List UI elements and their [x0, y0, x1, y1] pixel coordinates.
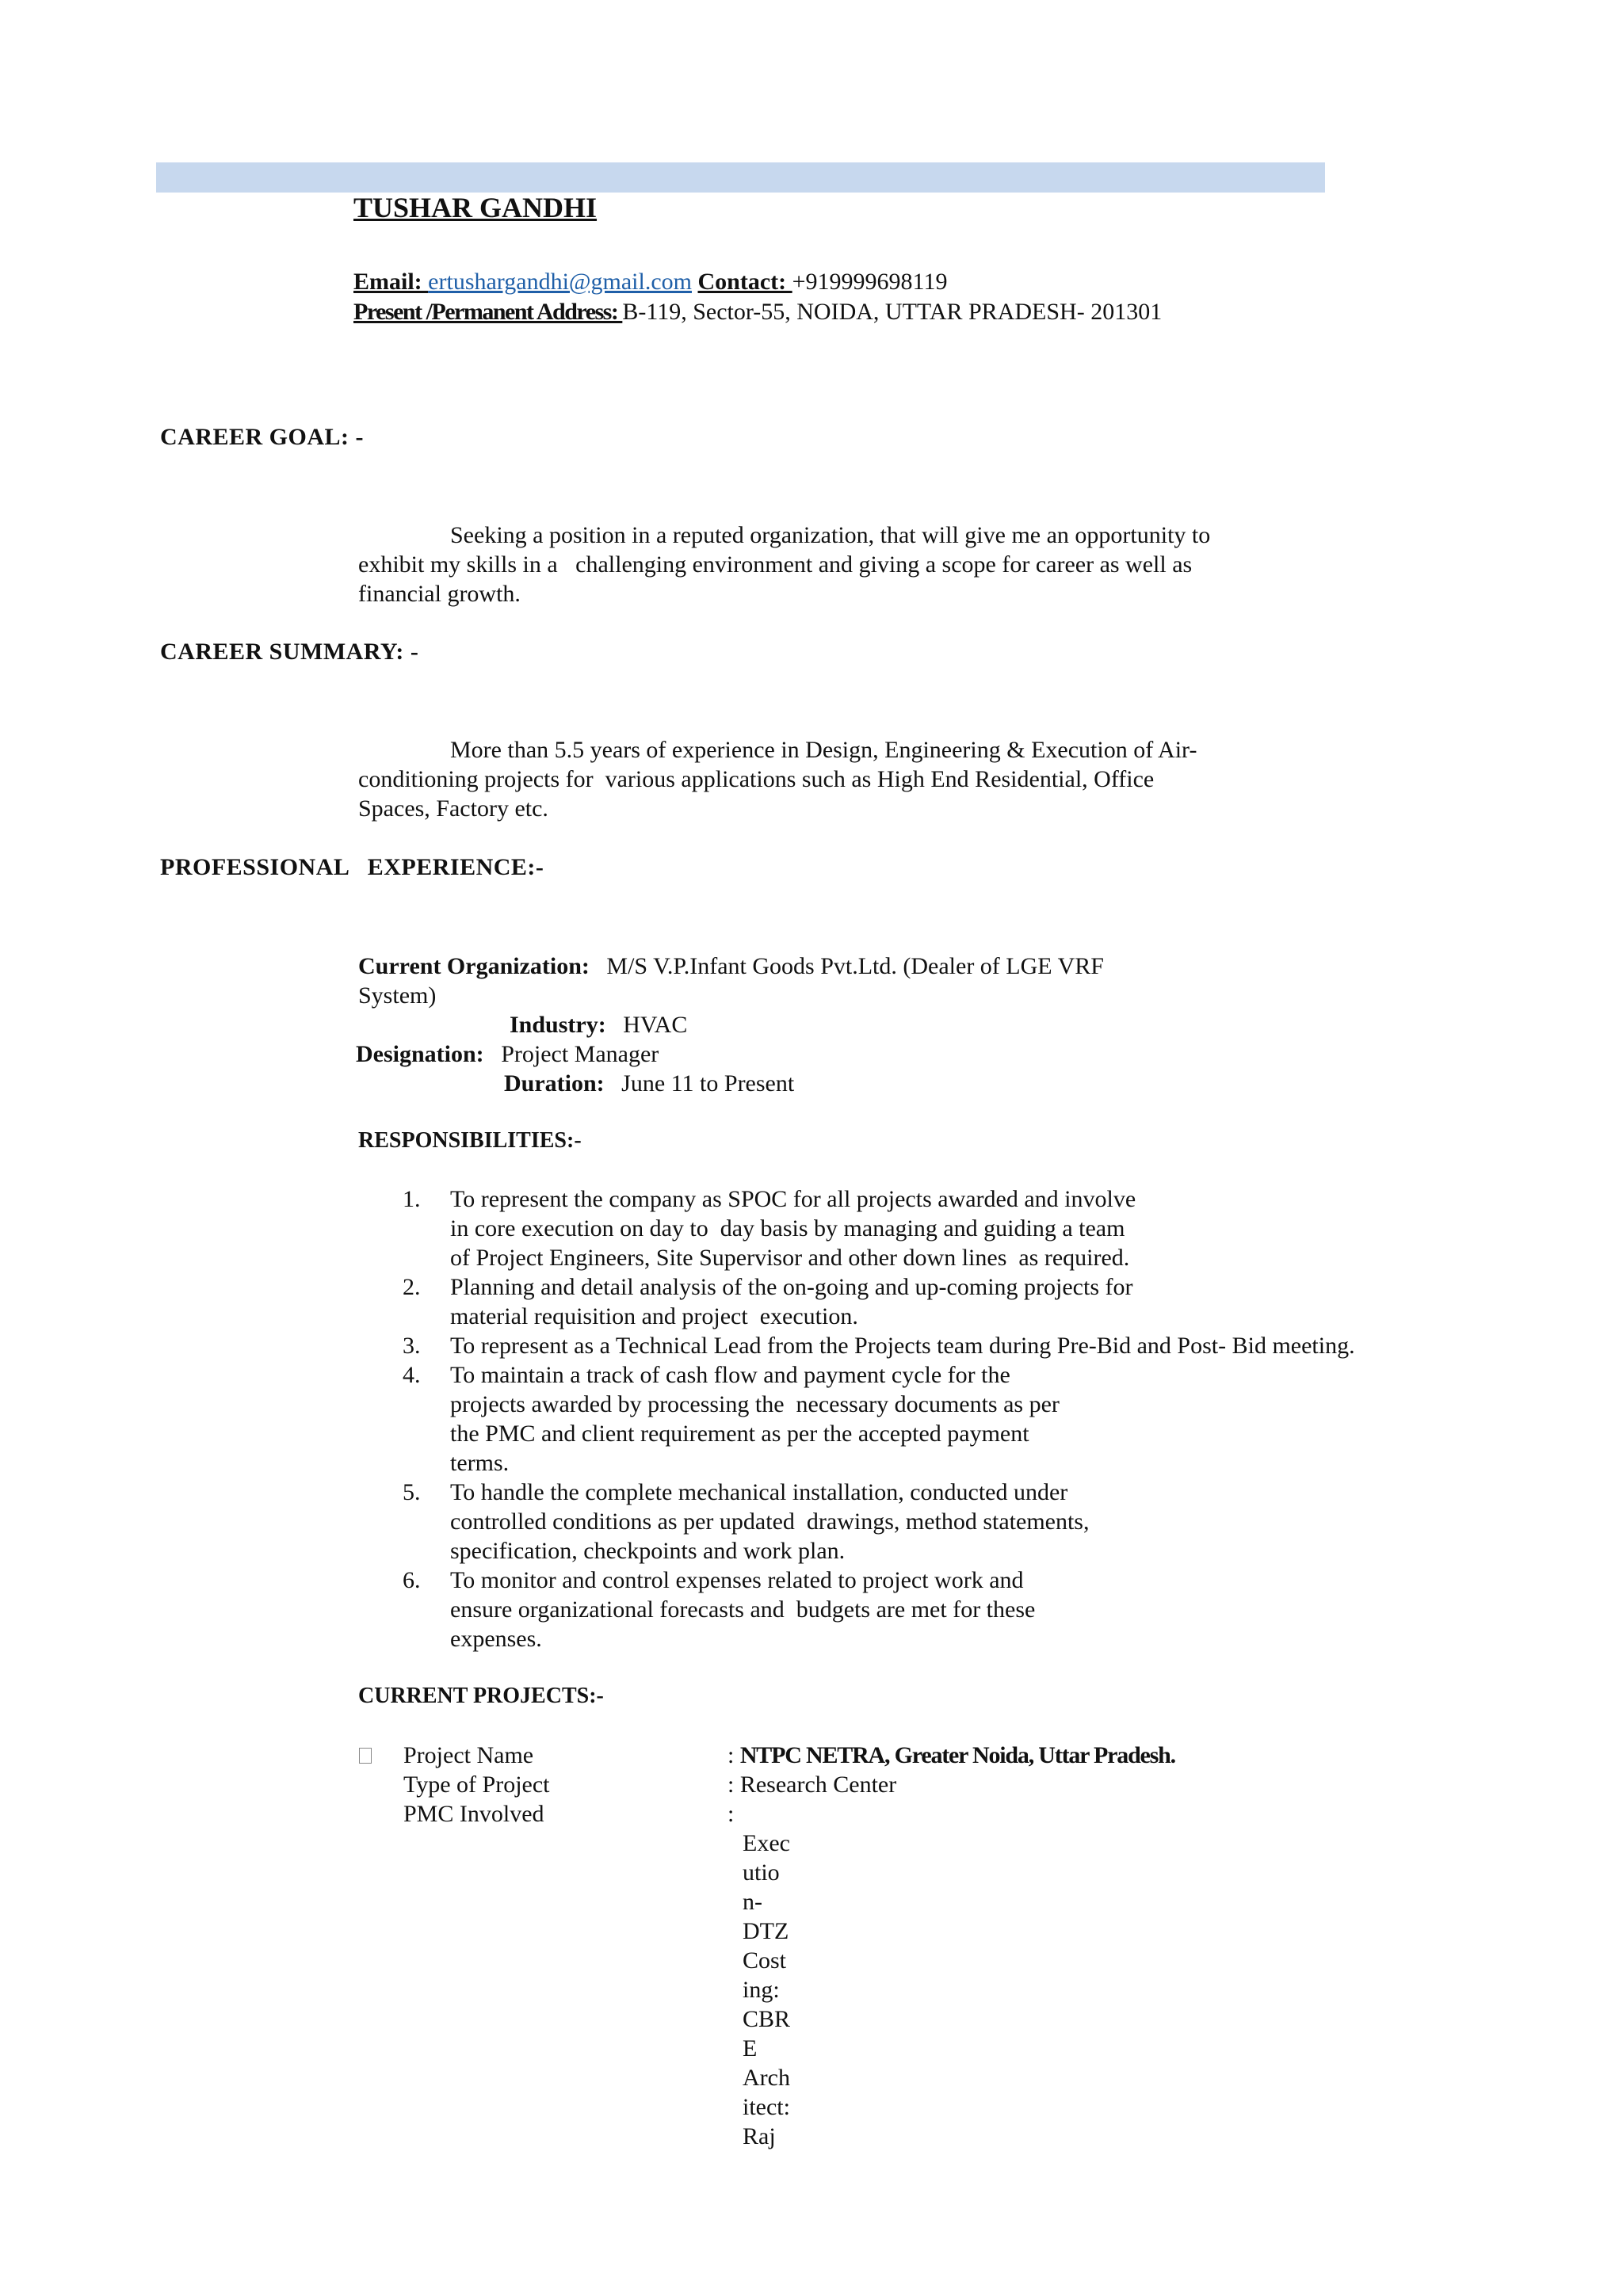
career-summary-line-3: Spaces, Factory etc. [358, 795, 548, 822]
industry-row [510, 1010, 687, 1039]
contact-label: Contact: [697, 269, 792, 295]
experience-heading: PROFESSIONAL EXPERIENCE:- [160, 854, 544, 880]
candidate-name: TUSHAR GANDHI [353, 192, 598, 223]
pmc-value-chunk: Arch [743, 2065, 790, 2091]
designation-row [356, 1039, 659, 1069]
org-value-cont: System) [358, 982, 437, 1009]
pmc-value-chunk: Cost [743, 1947, 787, 1974]
contact-line [353, 267, 947, 296]
project-name-value: NTPC NETRA, Greater Noida, Uttar Pradesh. [739, 1742, 1175, 1768]
designation-label: Designation: [356, 1041, 484, 1067]
pmc-value-chunk: DTZ [743, 1918, 789, 1944]
org-label: Current Organization: [358, 953, 590, 979]
current-projects-heading: CURRENT PROJECTS:- [358, 1684, 604, 1708]
type-value: : Research Center [727, 1772, 897, 1798]
list-item-line: terms. [450, 1450, 510, 1476]
project-name-row [727, 1741, 1175, 1770]
header-color-band [156, 162, 1325, 193]
pmc-value-chunk: utio [743, 1859, 780, 1886]
contact-number: +919999698119 [792, 269, 948, 295]
bullet-missing-glyph-icon [359, 1748, 372, 1764]
list-item-line: the PMC and client requirement as per the accepted payment [450, 1421, 1029, 1447]
career-summary-line-1: More than 5.5 years of experience in Design, Engineering & Execution of Air- [450, 737, 1197, 763]
career-goal-line-2: exhibit my skills in a challenging environment and giving a scope for career as well as [358, 551, 1193, 578]
pmc-value-chunk: E [743, 2035, 758, 2061]
career-goal-line-3: financial growth. [358, 581, 521, 607]
org-row [358, 952, 1104, 981]
list-item-number: 2. [403, 1274, 421, 1300]
list-item-line: expenses. [450, 1626, 542, 1652]
pmc-value-chunk: Raj [743, 2123, 776, 2149]
duration-value: June 11 to Present [621, 1070, 795, 1097]
email-label: Email: [353, 269, 429, 295]
project-name-colon: : [727, 1742, 735, 1768]
career-goal-heading: CAREER GOAL: - [160, 424, 365, 450]
list-item-number: 3. [403, 1333, 421, 1359]
list-item-line: To maintain a track of cash flow and payment cycle for the [450, 1362, 1010, 1388]
org-value: M/S V.P.Infant Goods Pvt.Ltd. (Dealer of LGE VRF [606, 953, 1104, 979]
list-item-number: 4. [403, 1362, 421, 1388]
pmc-value-chunk: itect: [743, 2094, 790, 2120]
designation-value: Project Manager [501, 1041, 659, 1067]
list-item-line: projects awarded by processing the necessary documents as per [450, 1391, 1060, 1417]
list-item-line: specification, checkpoints and work plan. [450, 1538, 846, 1564]
list-item-line: of Project Engineers, Site Supervisor and other down lines as required. [450, 1245, 1130, 1271]
list-item-line: To represent the company as SPOC for all projects awarded and involve [450, 1186, 1136, 1212]
list-item-line: Planning and detail analysis of the on-going and up-coming projects for [450, 1274, 1133, 1300]
list-item-line: material requisition and project execution. [450, 1303, 858, 1329]
project-name-label: Project Name [403, 1742, 534, 1768]
address-line [353, 297, 1162, 326]
career-summary-heading: CAREER SUMMARY: - [160, 639, 419, 665]
list-item-line: controlled conditions as per updated drawings, method statements, [450, 1508, 1090, 1535]
list-item-number: 6. [403, 1567, 421, 1593]
list-item-number: 1. [403, 1186, 421, 1212]
list-item-line: ensure organizational forecasts and budgets are met for these [450, 1596, 1036, 1623]
career-summary-line-2: conditioning projects for various applications such as High End Residential, Office [358, 766, 1155, 792]
pmc-value-chunk: n- [743, 1889, 762, 1915]
pmc-value-chunk: ing: [743, 1977, 780, 2003]
industry-label: Industry: [510, 1012, 606, 1038]
email-link[interactable]: ertushargandhi@gmail.com [428, 269, 692, 295]
list-item-line: To represent as a Technical Lead from the Projects team during Pre-Bid and Post- Bid meeting. [450, 1333, 1355, 1359]
industry-value: HVAC [623, 1012, 688, 1038]
pmc-value-column [743, 1829, 790, 2151]
responsibilities-heading: RESPONSIBILITIES:- [358, 1128, 582, 1153]
pmc-value-chunk: CBR [743, 2006, 791, 2032]
list-item-line: To handle the complete mechanical installation, conducted under [450, 1479, 1068, 1505]
pmc-colon: : [727, 1801, 735, 1827]
list-item-number: 5. [403, 1479, 421, 1505]
pmc-label: PMC Involved [403, 1801, 544, 1827]
duration-row [504, 1069, 794, 1098]
list-item-line: in core execution on day to day basis by managing and guiding a team [450, 1215, 1125, 1241]
career-goal-line-1: Seeking a position in a reputed organization, that will give me an opportunity to [450, 522, 1211, 548]
type-label: Type of Project [403, 1772, 550, 1798]
address-label: Present /Permanent Address: [353, 299, 623, 325]
list-item-line: To monitor and control expenses related to project work and [450, 1567, 1024, 1593]
address-value: B-119, Sector-55, NOIDA, UTTAR PRADESH- 201301 [622, 299, 1163, 325]
duration-label: Duration: [504, 1070, 605, 1097]
pmc-value-chunk: Exec [743, 1830, 790, 1856]
